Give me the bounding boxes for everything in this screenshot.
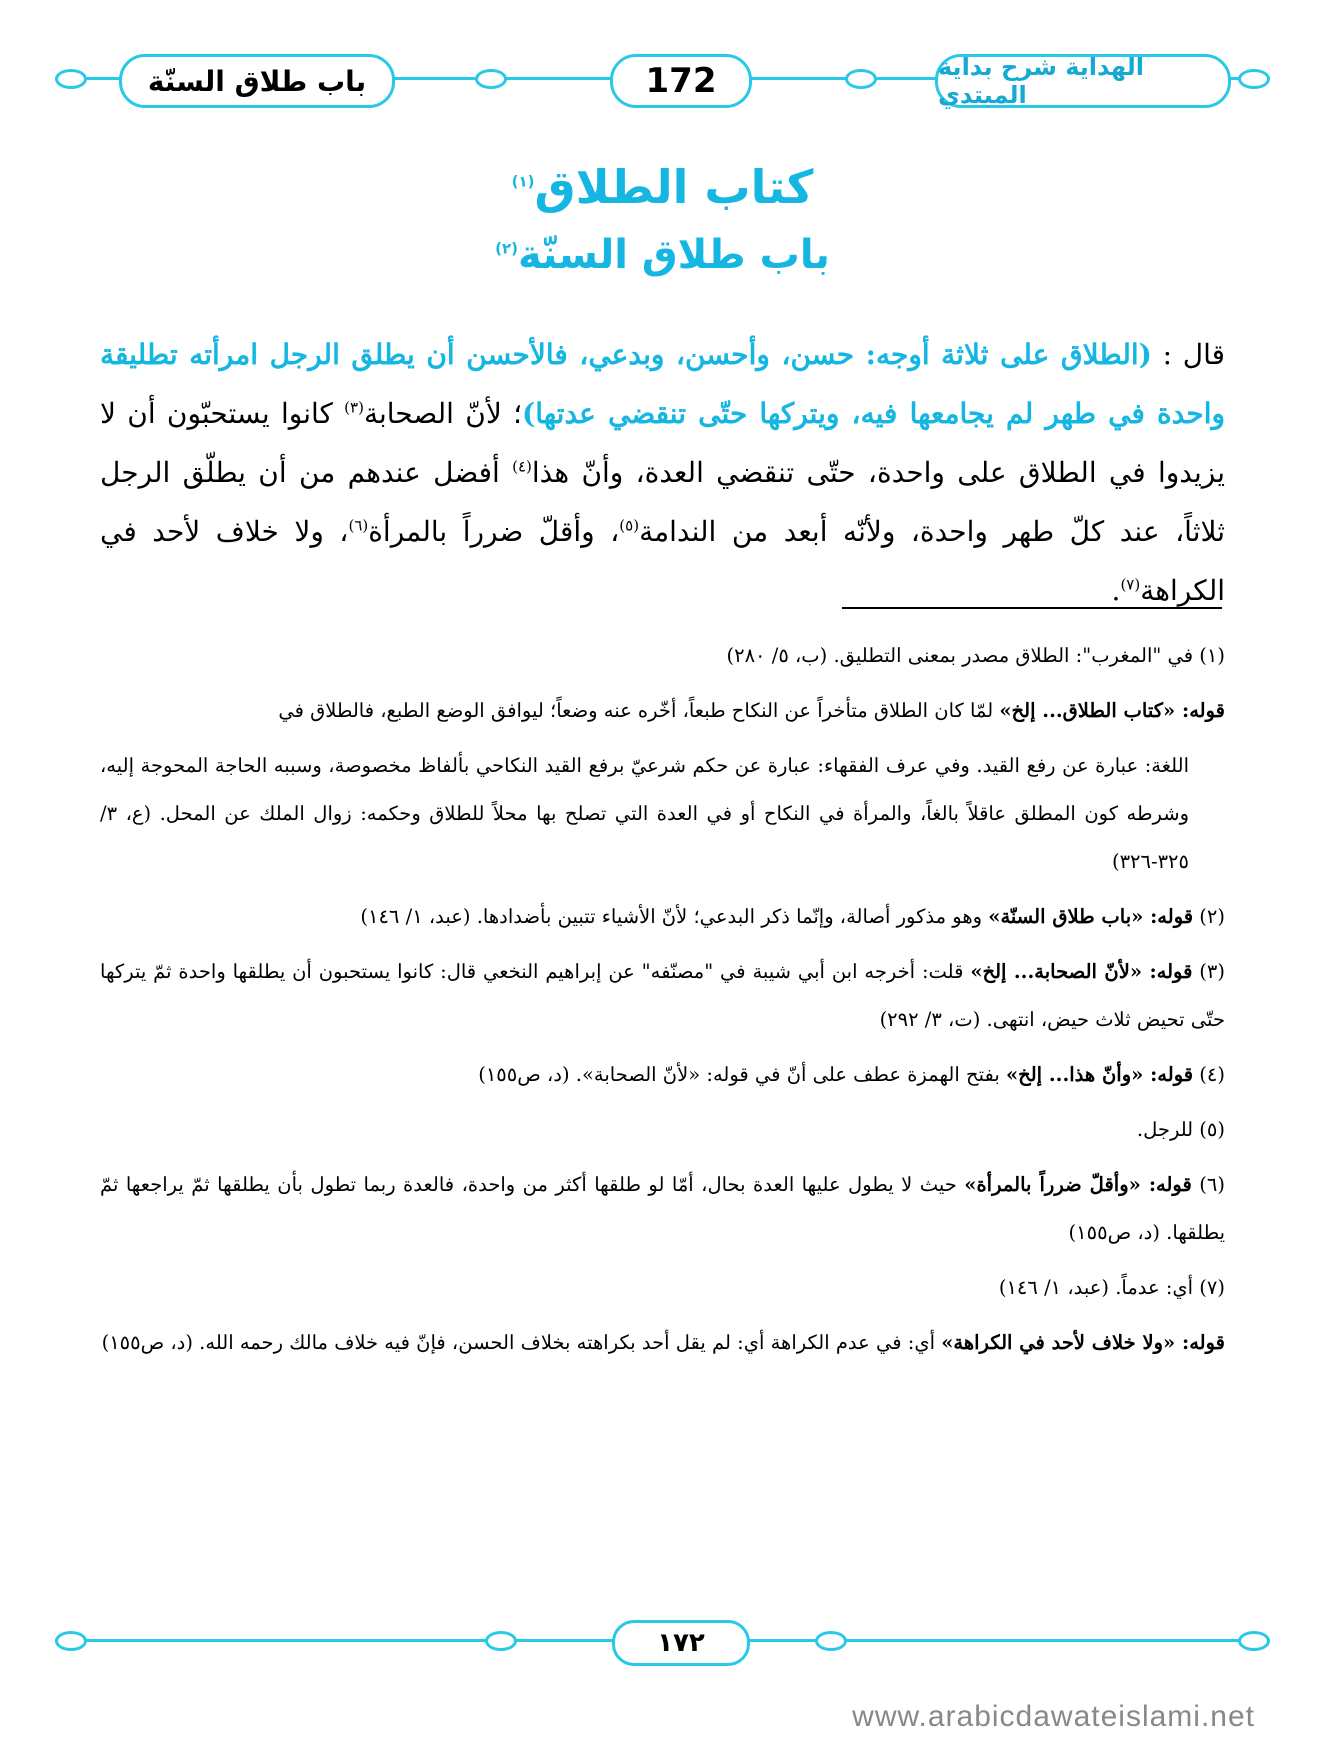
main-title-text: كتاب الطلاق xyxy=(534,160,814,214)
footnote-6 xyxy=(100,1161,1225,1257)
ornament-mid-left xyxy=(475,69,507,89)
footnote-2 xyxy=(100,893,1225,941)
footnote-text: لمّا كان الطلاق متأخراً عن النكاح طبعاً، أخّره عنه وضعاً؛ ليوافق الوضع الطبع، فالطلاق في xyxy=(278,699,1000,722)
footnote-7-commentary xyxy=(100,1319,1225,1367)
sharh-text-3: أفضل عندهم من أن يطلّق الرجل ثلاثاً، عند كلّ طهر واحدة، ولأنّه أبعد من الندامة xyxy=(100,456,1225,548)
footnote-ref-2: (٢) xyxy=(495,239,518,258)
footnote-label: قوله: «وأنّ هذا... إلخ» xyxy=(1005,1063,1194,1086)
page-number-top: 172 xyxy=(610,54,752,108)
ornament-mid-right xyxy=(845,69,877,89)
footnote-number: (٢) xyxy=(1193,905,1225,928)
sharh-text-1: ؛ لأنّ الصحابة xyxy=(363,397,522,430)
ornament-right xyxy=(1238,1631,1270,1651)
footnote-1-continuation: اللغة: عبارة عن رفع القيد. وفي عرف الفقهاء: عبارة عن حكم شرعيّ برفع القيد النكاحي بألفاظ مخصوصة، وسببه الحاجة المحوجة إليه، وشرطه كون المطلق عاقلاً بالغاً، والمرأة في النكاح أو في العدة التي تصلح بها محلاً للطلاق وحكمه: زوال الملك عن المحل. (ع، ٣/ ٣٢٥-٣٢٦) xyxy=(100,754,1189,873)
footnote-label: قوله: «لأنّ الصحابة... إلخ» xyxy=(970,960,1193,983)
footnote-label: قوله: «باب طلاق السنّة» xyxy=(988,905,1194,928)
sub-title-text: باب طلاق السنّة xyxy=(517,232,830,278)
page-footer xyxy=(55,1614,1270,1674)
footnote-ref-3: (٣) xyxy=(344,398,364,417)
footnote-number: (٤) xyxy=(1193,1063,1225,1086)
ornament-mid-right xyxy=(815,1631,847,1651)
chapter-label: باب طلاق السنّة xyxy=(119,54,395,108)
headings xyxy=(0,160,1325,278)
sharh-text-6: . xyxy=(1111,574,1121,607)
sharh-text-4: ، وأقلّ ضرراً بالمرأة xyxy=(368,515,620,548)
footnote-ref-7: (٧) xyxy=(1120,575,1141,594)
footnote-number: (٦) xyxy=(1191,1173,1225,1196)
ornament-left xyxy=(55,69,87,89)
sub-title xyxy=(0,232,1325,278)
footnote-text: حيث لا يطول عليها العدة بحال، أمّا لو طلقها أكثر من واحدة، فالعدة ربما تطول بأن يطلقها ثمّ يراجعها ثمّ يطلقها. (د، ص١٥٥) xyxy=(100,1173,1225,1244)
footnote-separator xyxy=(842,607,1222,609)
footnote-7: (٧) أي: عدماً. (عبد، ١/ ١٤٦) xyxy=(998,1276,1225,1299)
main-paragraph xyxy=(100,325,1225,620)
footnote-label: قوله: «ولا خلاف لأحد في الكراهة» xyxy=(941,1331,1225,1354)
ornament-left xyxy=(55,1631,87,1651)
footnote-1: (١) في "المغرب": الطلاق مصدر بمعنى التطليق. (ب، ٥/ ٢٨٠) xyxy=(726,644,1225,667)
footnote-ref-6: (٦) xyxy=(348,516,369,535)
matn-text: (الطلاق على ثلاثة أوجه: حسن، وأحسن، وبدعي، فالأحسن أن يطلق الرجل امرأته تطليقة واحدة في طهر لم يجامعها فيه، ويتركها حتّى تنقضي عدتها) xyxy=(100,338,1225,430)
footnote-ref-1: (١) xyxy=(511,172,535,191)
footnote-text: بفتح الهمزة عطف على أنّ في قوله: «لأنّ الصحابة». (د، ص١٥٥) xyxy=(478,1063,1006,1086)
footnote-ref-4: (٤) xyxy=(512,457,532,476)
ornament-right xyxy=(1238,69,1270,89)
sharh-text-2: كانوا يستحبّون أن لا يزيدوا في الطلاق على واحدة، حتّى تنقضي العدة، وأنّ هذا xyxy=(100,397,1225,489)
footnote-1-commentary xyxy=(100,687,1225,735)
main-title xyxy=(0,160,1325,214)
footnote-5: (٥) للرجل. xyxy=(1136,1118,1225,1141)
footnote-3 xyxy=(100,948,1225,1044)
footnote-4 xyxy=(100,1051,1225,1099)
footnote-ref-5: (٥) xyxy=(619,516,640,535)
page-number-bottom: ١٧٢ xyxy=(612,1620,750,1666)
footnote-label: قوله: «وأقلّ ضرراً بالمرأة» xyxy=(964,1173,1192,1196)
footnote-number: (٣) xyxy=(1192,960,1226,983)
ornament-mid-left xyxy=(485,1631,517,1651)
book-title: الهداية شرح بداية المبتدي xyxy=(935,54,1231,108)
qal-word: قال : xyxy=(1151,338,1225,371)
sharh-text-5: ، ولا خلاف لأحد في الكراهة xyxy=(100,515,1225,607)
footnote-label: قوله: «كتاب الطلاق... إلخ» xyxy=(999,699,1225,722)
footnote-text: وهو مذكور أصالة، وإنّما ذكر البدعي؛ لأنّ الأشياء تتبين بأضدادها. (عبد، ١/ ١٤٦) xyxy=(360,905,989,928)
footnotes xyxy=(100,632,1225,1374)
footnote-text: قلت: أخرجه ابن أبي شيبة في "مصنّفه" عن إبراهيم النخعي قال: كانوا يستحبون أن يطلقها واحدة ثمّ يتركها حتّى تحيض ثلاث حيض، انتهى. (ت، ٣/ ٢٩٢) xyxy=(100,960,1225,1031)
website-watermark: www.arabicdawateislami.net xyxy=(852,1700,1255,1733)
page-header xyxy=(55,44,1270,116)
footnote-text: أي: في عدم الكراهة أي: لم يقل أحد بكراهته بخلاف الحسن، فإنّ فيه خلاف مالك رحمه الله. (د، ص١٥٥) xyxy=(101,1331,942,1354)
